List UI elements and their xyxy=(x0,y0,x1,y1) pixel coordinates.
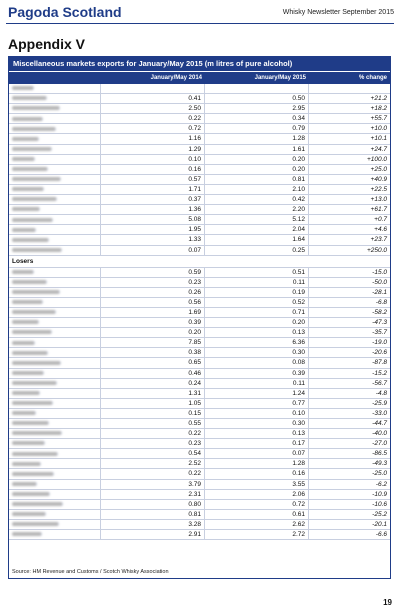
market-name-redacted xyxy=(9,185,101,194)
table-row xyxy=(9,409,390,419)
redaction-mark xyxy=(12,441,45,445)
percent-change: -10.6 xyxy=(372,500,387,508)
table-row xyxy=(9,338,390,348)
value-2015: 0.77 xyxy=(205,399,309,408)
redaction-mark xyxy=(12,96,47,100)
market-name-redacted xyxy=(9,530,101,539)
percent-change: -27.0 xyxy=(372,440,387,448)
table-row xyxy=(9,175,390,185)
value-2015: 1.28 xyxy=(205,134,309,143)
table-row xyxy=(9,155,390,165)
market-name-redacted xyxy=(9,399,101,408)
percent-change: -25.0 xyxy=(372,470,387,478)
value-2014: 0.07 xyxy=(101,246,205,255)
value-2014: 1.95 xyxy=(101,225,205,234)
gainers-rows xyxy=(9,84,390,256)
value-2015: 0.79 xyxy=(205,124,309,133)
brand-title: Pagoda Scotland xyxy=(8,4,122,20)
percent-change: -28.1 xyxy=(372,288,387,296)
value-2014: 2.50 xyxy=(101,104,205,113)
redaction-mark xyxy=(12,228,36,232)
value-2015: 2.62 xyxy=(205,520,309,529)
exports-table xyxy=(8,56,391,579)
value-2014: 3.79 xyxy=(101,480,205,489)
column-header-market xyxy=(9,72,101,84)
market-name-redacted xyxy=(9,195,101,204)
table-row xyxy=(9,369,390,379)
redaction-mark xyxy=(12,280,47,284)
percent-change: +4.6 xyxy=(374,226,387,234)
value-2015: 2.72 xyxy=(205,530,309,539)
value-2014: 0.16 xyxy=(101,165,205,174)
table-row xyxy=(9,419,390,429)
redaction-mark xyxy=(12,248,62,252)
table-row xyxy=(9,399,390,409)
market-name-redacted xyxy=(9,94,101,103)
value-2014: 1.29 xyxy=(101,145,205,154)
market-name-redacted xyxy=(9,175,101,184)
percent-change: -40.0 xyxy=(372,430,387,438)
market-name-redacted xyxy=(9,348,101,357)
market-name-redacted xyxy=(9,308,101,317)
column-header-change: % change xyxy=(358,75,387,81)
value-2015: 0.07 xyxy=(205,449,309,458)
value-2015: 0.50 xyxy=(205,94,309,103)
table-row xyxy=(9,530,390,540)
redaction-mark xyxy=(12,401,53,405)
table-row xyxy=(9,124,390,134)
value-2014: 0.57 xyxy=(101,175,205,184)
redaction-mark xyxy=(12,167,48,171)
market-name-redacted xyxy=(9,104,101,113)
value-2014: 2.31 xyxy=(101,490,205,499)
value-2015: 0.71 xyxy=(205,308,309,317)
percent-change xyxy=(309,84,390,93)
table-row xyxy=(9,490,390,500)
value-2014: 0.10 xyxy=(101,155,205,164)
value-2014: 0.72 xyxy=(101,124,205,133)
percent-change: +25.0 xyxy=(370,165,387,173)
percent-change: -33.0 xyxy=(372,409,387,417)
percent-change: -47.3 xyxy=(372,319,387,327)
table-row xyxy=(9,225,390,235)
table-row xyxy=(9,235,390,245)
market-name-redacted xyxy=(9,278,101,287)
value-2015: 1.64 xyxy=(205,235,309,244)
redaction-mark xyxy=(12,157,35,161)
value-2014: 0.38 xyxy=(101,348,205,357)
market-name-redacted xyxy=(9,449,101,458)
market-name-redacted xyxy=(9,358,101,367)
percent-change: -19.0 xyxy=(372,339,387,347)
percent-change: +21.2 xyxy=(370,95,387,103)
value-2014: 2.52 xyxy=(101,459,205,468)
percent-change: -4.8 xyxy=(375,389,387,397)
redaction-mark xyxy=(12,300,43,304)
redaction-mark xyxy=(12,391,40,395)
table-row xyxy=(9,520,390,530)
market-name-redacted xyxy=(9,389,101,398)
value-2015: 0.13 xyxy=(205,429,309,438)
table-row xyxy=(9,185,390,195)
redaction-mark xyxy=(12,371,44,375)
redaction-mark xyxy=(12,86,34,90)
value-2015: 0.19 xyxy=(205,288,309,297)
value-2014: 1.05 xyxy=(101,399,205,408)
market-name-redacted xyxy=(9,235,101,244)
percent-change: +100.0 xyxy=(366,155,387,163)
value-2015: 0.20 xyxy=(205,155,309,164)
market-name-redacted xyxy=(9,145,101,154)
table-row xyxy=(9,215,390,225)
market-name-redacted xyxy=(9,338,101,347)
market-name-redacted xyxy=(9,114,101,123)
value-2014: 0.22 xyxy=(101,114,205,123)
value-2015: 0.11 xyxy=(205,379,309,388)
table-row xyxy=(9,328,390,338)
value-2015: 0.34 xyxy=(205,114,309,123)
percent-change: -25.2 xyxy=(372,510,387,518)
value-2015: 2.06 xyxy=(205,490,309,499)
value-2014: 0.24 xyxy=(101,379,205,388)
redaction-mark xyxy=(12,127,56,131)
column-header-row xyxy=(9,71,390,84)
table-row xyxy=(9,195,390,205)
redaction-mark xyxy=(12,361,61,365)
percent-change: +55.7 xyxy=(370,115,387,123)
market-name-redacted xyxy=(9,480,101,489)
table-row xyxy=(9,288,390,298)
value-2014: 0.23 xyxy=(101,278,205,287)
table-row xyxy=(9,449,390,459)
market-name-redacted xyxy=(9,298,101,307)
percent-change: -49.3 xyxy=(372,460,387,468)
redaction-mark xyxy=(12,421,49,425)
percent-change: -86.5 xyxy=(372,450,387,458)
value-2015: 1.24 xyxy=(205,389,309,398)
table-row xyxy=(9,114,390,124)
percent-change: +24.7 xyxy=(370,145,387,153)
value-2015: 0.39 xyxy=(205,369,309,378)
source-note: Source: HM Revenue and Customs / Scotch Whisky Association xyxy=(12,569,169,575)
redaction-mark xyxy=(12,512,46,516)
table-row xyxy=(9,318,390,328)
value-2015: 2.20 xyxy=(205,205,309,214)
table-row xyxy=(9,439,390,449)
value-2015: 0.72 xyxy=(205,500,309,509)
value-2015: 0.81 xyxy=(205,175,309,184)
value-2014: 0.54 xyxy=(101,449,205,458)
redaction-mark xyxy=(12,207,40,211)
market-name-redacted xyxy=(9,369,101,378)
market-name-redacted xyxy=(9,134,101,143)
value-2015: 0.10 xyxy=(205,409,309,418)
redaction-mark xyxy=(12,187,44,191)
percent-change: -6.8 xyxy=(375,298,387,306)
market-name-redacted xyxy=(9,419,101,428)
column-header-2014: January/May 2014 xyxy=(150,75,202,81)
market-name-redacted xyxy=(9,500,101,509)
table-row xyxy=(9,500,390,510)
percent-change: -10.9 xyxy=(372,490,387,498)
redaction-mark xyxy=(12,431,62,435)
redaction-mark xyxy=(12,492,50,496)
redaction-mark xyxy=(12,411,36,415)
value-2014: 0.65 xyxy=(101,358,205,367)
appendix-title: Appendix V xyxy=(8,36,86,52)
value-2015: 0.51 xyxy=(205,268,309,277)
value-2014: 1.31 xyxy=(101,389,205,398)
column-header-2015: January/May 2015 xyxy=(254,75,306,81)
value-2014: 1.16 xyxy=(101,134,205,143)
redaction-mark xyxy=(12,177,61,181)
value-2014: 0.37 xyxy=(101,195,205,204)
losers-rows xyxy=(9,268,390,541)
value-2015: 0.08 xyxy=(205,358,309,367)
percent-change: -56.7 xyxy=(372,379,387,387)
market-name-redacted xyxy=(9,318,101,327)
redaction-mark xyxy=(12,341,35,345)
value-2015: 0.30 xyxy=(205,348,309,357)
market-name-redacted xyxy=(9,328,101,337)
value-2014: 0.39 xyxy=(101,318,205,327)
table-row xyxy=(9,308,390,318)
value-2014: 0.55 xyxy=(101,419,205,428)
percent-change: +18.2 xyxy=(370,105,387,113)
percent-change: -25.9 xyxy=(372,399,387,407)
table-row xyxy=(9,510,390,520)
percent-change: +250.0 xyxy=(366,246,387,254)
redaction-mark xyxy=(12,320,39,324)
value-2014: 0.80 xyxy=(101,500,205,509)
percent-change: +22.5 xyxy=(370,185,387,193)
percent-change: -87.8 xyxy=(372,359,387,367)
value-2015: 0.52 xyxy=(205,298,309,307)
market-name-redacted xyxy=(9,205,101,214)
percent-change: +10.0 xyxy=(370,125,387,133)
value-2015: 6.36 xyxy=(205,338,309,347)
value-2015: 5.12 xyxy=(205,215,309,224)
market-name-redacted xyxy=(9,510,101,519)
market-name-redacted xyxy=(9,490,101,499)
percent-change: -6.2 xyxy=(375,480,387,488)
value-2015: 2.04 xyxy=(205,225,309,234)
value-2015: 1.28 xyxy=(205,459,309,468)
percent-change: +10.1 xyxy=(370,135,387,143)
table-row xyxy=(9,379,390,389)
market-name-redacted xyxy=(9,124,101,133)
table-row xyxy=(9,134,390,144)
market-name-redacted xyxy=(9,225,101,234)
table-row xyxy=(9,94,390,104)
table-row xyxy=(9,268,390,278)
percent-change: +13.0 xyxy=(370,196,387,204)
value-2014: 1.71 xyxy=(101,185,205,194)
market-name-redacted xyxy=(9,459,101,468)
table-row xyxy=(9,205,390,215)
value-2014: 3.28 xyxy=(101,520,205,529)
redaction-mark xyxy=(12,351,48,355)
table-row xyxy=(9,469,390,479)
value-2015: 0.13 xyxy=(205,328,309,337)
redaction-mark xyxy=(12,106,60,110)
market-name-redacted xyxy=(9,246,101,255)
page-header xyxy=(6,3,394,24)
redaction-mark xyxy=(12,117,43,121)
market-name-redacted xyxy=(9,165,101,174)
page-number: 19 xyxy=(383,598,392,607)
value-2015: 0.61 xyxy=(205,510,309,519)
value-2014: 1.69 xyxy=(101,308,205,317)
value-2014: 0.23 xyxy=(101,439,205,448)
value-2015: 1.61 xyxy=(205,145,309,154)
market-name-redacted xyxy=(9,409,101,418)
value-2015 xyxy=(205,84,309,93)
percent-change: +23.7 xyxy=(370,236,387,244)
table-row xyxy=(9,459,390,469)
value-2014: 0.22 xyxy=(101,429,205,438)
table-row xyxy=(9,480,390,490)
table-row xyxy=(9,298,390,308)
value-2014: 0.22 xyxy=(101,469,205,478)
redaction-mark xyxy=(12,522,59,526)
value-2015: 0.42 xyxy=(205,195,309,204)
table-row xyxy=(9,348,390,358)
value-2014 xyxy=(101,84,205,93)
redaction-mark xyxy=(12,381,57,385)
percent-change: -44.7 xyxy=(372,420,387,427)
redaction-mark xyxy=(12,137,39,141)
value-2015: 0.16 xyxy=(205,469,309,478)
redaction-mark xyxy=(12,310,56,314)
market-name-redacted xyxy=(9,288,101,297)
value-2014: 0.81 xyxy=(101,510,205,519)
value-2014: 1.33 xyxy=(101,235,205,244)
value-2014: 0.59 xyxy=(101,268,205,277)
value-2014: 0.46 xyxy=(101,369,205,378)
table-row xyxy=(9,429,390,439)
redaction-mark xyxy=(12,290,60,294)
market-name-redacted xyxy=(9,429,101,438)
market-name-redacted xyxy=(9,439,101,448)
table-row xyxy=(9,389,390,399)
losers-section-label: Losers xyxy=(9,256,390,268)
value-2015: 0.11 xyxy=(205,278,309,287)
table-row xyxy=(9,278,390,288)
market-name-redacted xyxy=(9,215,101,224)
percent-change: -58.2 xyxy=(372,308,387,316)
value-2015: 0.20 xyxy=(205,318,309,327)
market-name-redacted xyxy=(9,84,101,93)
table-title: Miscellaneous markets exports for January/May 2015 (m litres of pure alcohol) xyxy=(9,57,390,71)
redaction-mark xyxy=(12,197,57,201)
value-2014: 0.56 xyxy=(101,298,205,307)
table-row xyxy=(9,145,390,155)
value-2014: 0.41 xyxy=(101,94,205,103)
table-row xyxy=(9,246,390,256)
redaction-mark xyxy=(12,502,63,506)
market-name-redacted xyxy=(9,268,101,277)
value-2015: 0.25 xyxy=(205,246,309,255)
redaction-mark xyxy=(12,330,52,334)
value-2015: 2.10 xyxy=(205,185,309,194)
value-2015: 3.55 xyxy=(205,480,309,489)
value-2014: 0.20 xyxy=(101,328,205,337)
percent-change: +40.9 xyxy=(370,175,387,183)
market-name-redacted xyxy=(9,469,101,478)
percent-change: -50.0 xyxy=(372,278,387,286)
redaction-mark xyxy=(12,482,37,486)
value-2015: 0.20 xyxy=(205,165,309,174)
market-name-redacted xyxy=(9,379,101,388)
value-2014: 5.08 xyxy=(101,215,205,224)
percent-change: -35.7 xyxy=(372,329,387,337)
value-2014: 0.26 xyxy=(101,288,205,297)
value-2014: 2.91 xyxy=(101,530,205,539)
redaction-mark xyxy=(12,452,58,456)
value-2015: 2.95 xyxy=(205,104,309,113)
table-row xyxy=(9,104,390,114)
percent-change: -15.0 xyxy=(372,268,387,276)
percent-change: -6.6 xyxy=(375,531,387,539)
redaction-mark xyxy=(12,147,52,151)
redaction-mark xyxy=(12,462,41,466)
redaction-mark xyxy=(12,270,34,274)
percent-change: -15.2 xyxy=(372,369,387,377)
percent-change: -20.1 xyxy=(372,520,387,528)
table-row xyxy=(9,165,390,175)
redaction-mark xyxy=(12,532,42,536)
value-2014: 7.85 xyxy=(101,338,205,347)
value-2015: 0.30 xyxy=(205,419,309,428)
percent-change: -20.6 xyxy=(372,349,387,357)
percent-change: +0.7 xyxy=(374,216,387,224)
market-name-redacted xyxy=(9,520,101,529)
redaction-mark xyxy=(12,238,49,242)
redaction-mark xyxy=(12,472,54,476)
value-2015: 0.17 xyxy=(205,439,309,448)
table-row xyxy=(9,84,390,94)
table-row xyxy=(9,358,390,368)
market-name-redacted xyxy=(9,155,101,164)
redaction-mark xyxy=(12,218,53,222)
value-2014: 0.15 xyxy=(101,409,205,418)
issue-label: Whisky Newsletter September 2015 xyxy=(282,9,394,16)
percent-change: +61.7 xyxy=(370,206,387,214)
value-2014: 1.36 xyxy=(101,205,205,214)
